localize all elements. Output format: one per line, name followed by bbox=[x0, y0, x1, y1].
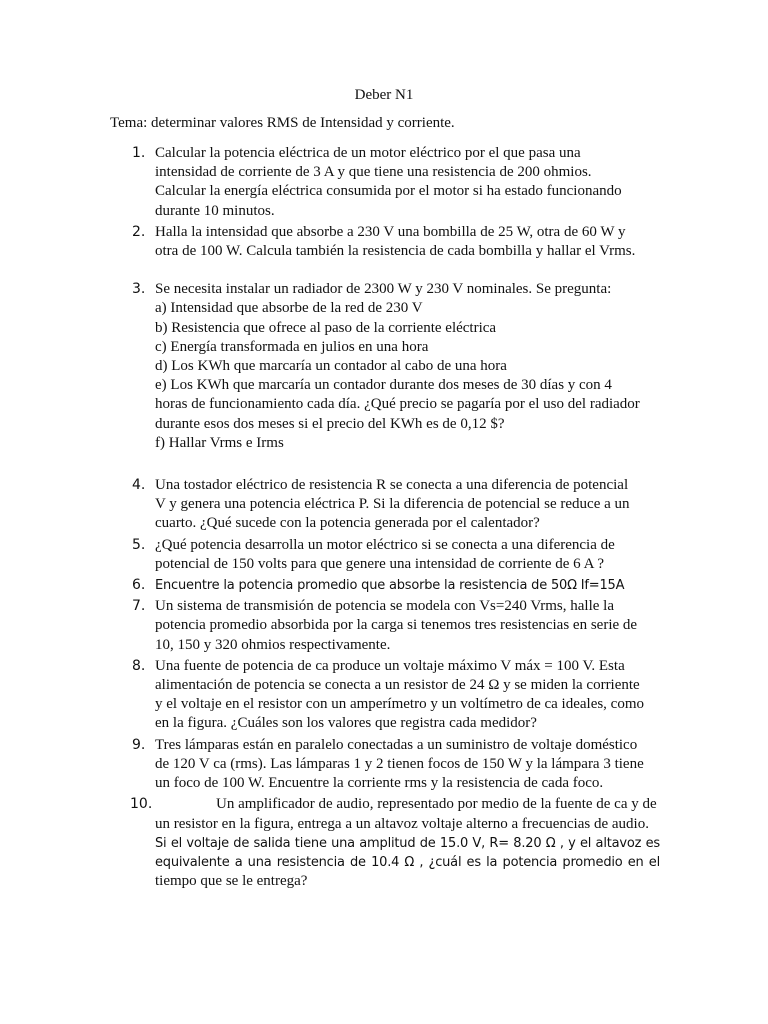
item-line: de 120 V ca (rms). Las lámparas 1 y 2 tienen focos de 150 W y la lámpara 3 tiene bbox=[155, 755, 644, 772]
item-line: 10, 150 y 320 ohmios respectivamente. bbox=[155, 636, 391, 653]
item-number: 4. bbox=[132, 477, 146, 494]
item-line: durante 10 minutos. bbox=[155, 202, 275, 219]
exercise-item-4 bbox=[132, 476, 660, 534]
item-line: Un sistema de transmisión de potencia se modela con Vs=240 Vrms, halle la bbox=[155, 598, 614, 615]
exercise-item-5 bbox=[132, 536, 660, 574]
item-line: Una tostador eléctrico de resistencia R se conecta a una diferencia de potencial bbox=[155, 477, 629, 494]
exercise-item-2 bbox=[132, 223, 660, 261]
item-number: 6. bbox=[132, 577, 146, 594]
item-line: Calcular la energía eléctrica consumida por el motor si ha estado funcionando bbox=[155, 183, 622, 200]
exercise-item-9 bbox=[132, 736, 660, 794]
item-line: Tres lámparas están en paralelo conectadas a un suministro de voltaje doméstico bbox=[155, 736, 638, 753]
item-line: potencial de 150 volts para que genere una intensidad de corriente de 6 A ? bbox=[155, 555, 605, 572]
item-line: c) Energía transformada en julios en una hora bbox=[155, 338, 429, 355]
exercise-item-1 bbox=[132, 144, 660, 221]
item-line: ¿Qué potencia desarrolla un motor eléctrico si se conecta a una diferencia de bbox=[155, 536, 615, 553]
item-line: Un amplificador de audio, representado por medio de la fuente de ca y de bbox=[216, 796, 657, 813]
item-line: un resistor en la figura, entrega a un altavoz voltaje alterno a frecuencias de audio. bbox=[155, 815, 649, 832]
item-number: 9. bbox=[132, 736, 146, 753]
item-line: un foco de 100 W. Encuentre la corriente rms y la resistencia de cada foco. bbox=[155, 775, 604, 792]
exercise-item-6 bbox=[132, 576, 660, 595]
item-line: d) Los KWh que marcaría un contador al cabo de una hora bbox=[155, 358, 507, 375]
item-number: 5. bbox=[132, 536, 146, 553]
item-line: Una fuente de potencia de ca produce un voltaje máximo V máx = 100 V. Esta bbox=[155, 657, 625, 674]
exercise-item-10 bbox=[130, 795, 660, 891]
item-line: Si el voltaje de salida tiene una amplitud de 15.0 V, R= 8.20 Ω , y el altavoz es bbox=[155, 835, 660, 851]
item-line: intensidad de corriente de 3 A y que tiene una resistencia de 200 ohmios. bbox=[155, 164, 592, 181]
item-line: tiempo que se le entrega? bbox=[155, 873, 308, 890]
item-line: cuarto. ¿Qué sucede con la potencia generada por el calentador? bbox=[155, 515, 540, 532]
exercise-item-7 bbox=[132, 597, 660, 655]
item-line: V y genera una potencia eléctrica P. Si la diferencia de potencial se reduce a un bbox=[155, 496, 630, 513]
item-line: b) Resistencia que ofrece al paso de la corriente eléctrica bbox=[155, 319, 497, 336]
item-line: Calcular la potencia eléctrica de un motor eléctrico por el que pasa una bbox=[155, 145, 581, 161]
item-number: 3. bbox=[132, 281, 146, 298]
document-title: Deber N1 bbox=[354, 87, 414, 103]
exercise-list bbox=[0, 144, 768, 891]
item-line: otra de 100 W. Calcula también la resistencia de cada bombilla y hallar el Vrms. bbox=[155, 243, 636, 260]
item-line: f) Hallar Vrms e Irms bbox=[155, 434, 284, 451]
item-number: 8. bbox=[132, 657, 146, 674]
item-line: alimentación de potencia se conecta a un resistor de 24 Ω y se miden la corriente bbox=[155, 677, 640, 694]
item-line: potencia promedio absorbida por la carga si tenemos tres resistencias en serie de bbox=[155, 617, 638, 634]
item-number: 2. bbox=[132, 223, 146, 240]
item-line: en la figura. ¿Cuáles son los valores que registra cada medidor? bbox=[155, 715, 537, 732]
item-line: durante esos dos meses si el precio del KWh es de 0,12 $? bbox=[155, 415, 505, 432]
item-line: Encuentre la potencia promedio que absorbe la resistencia de 50Ω If=15A bbox=[155, 578, 625, 594]
item-line: equivalente a una resistencia de 10.4 Ω , ¿cuál es la potencia promedio en el bbox=[155, 854, 660, 870]
item-line: e) Los KWh que marcaría un contador durante dos meses de 30 días y con 4 bbox=[155, 377, 612, 394]
exercise-item-8 bbox=[132, 657, 660, 734]
item-number: 10. bbox=[130, 796, 153, 813]
item-line: Se necesita instalar un radiador de 2300 W y 230 V nominales. Se pregunta: bbox=[155, 281, 612, 298]
item-line: a) Intensidad que absorbe de la red de 230 V bbox=[155, 300, 423, 317]
exercise-item-3 bbox=[132, 280, 660, 453]
item-line: Halla la intensidad que absorbe a 230 V una bombilla de 25 W, otra de 60 W y bbox=[155, 223, 626, 240]
item-number: 1. bbox=[132, 145, 146, 161]
item-line: y el voltaje en el resistor con un amperímetro y un voltímetro de ca ideales, como bbox=[155, 696, 645, 713]
topic-line: Tema: determinar valores RMS de Intensidad y corriente. bbox=[110, 115, 455, 131]
item-number: 7. bbox=[132, 598, 146, 615]
item-line: horas de funcionamiento cada día. ¿Qué precio se pagaría por el uso del radiador bbox=[155, 396, 640, 413]
